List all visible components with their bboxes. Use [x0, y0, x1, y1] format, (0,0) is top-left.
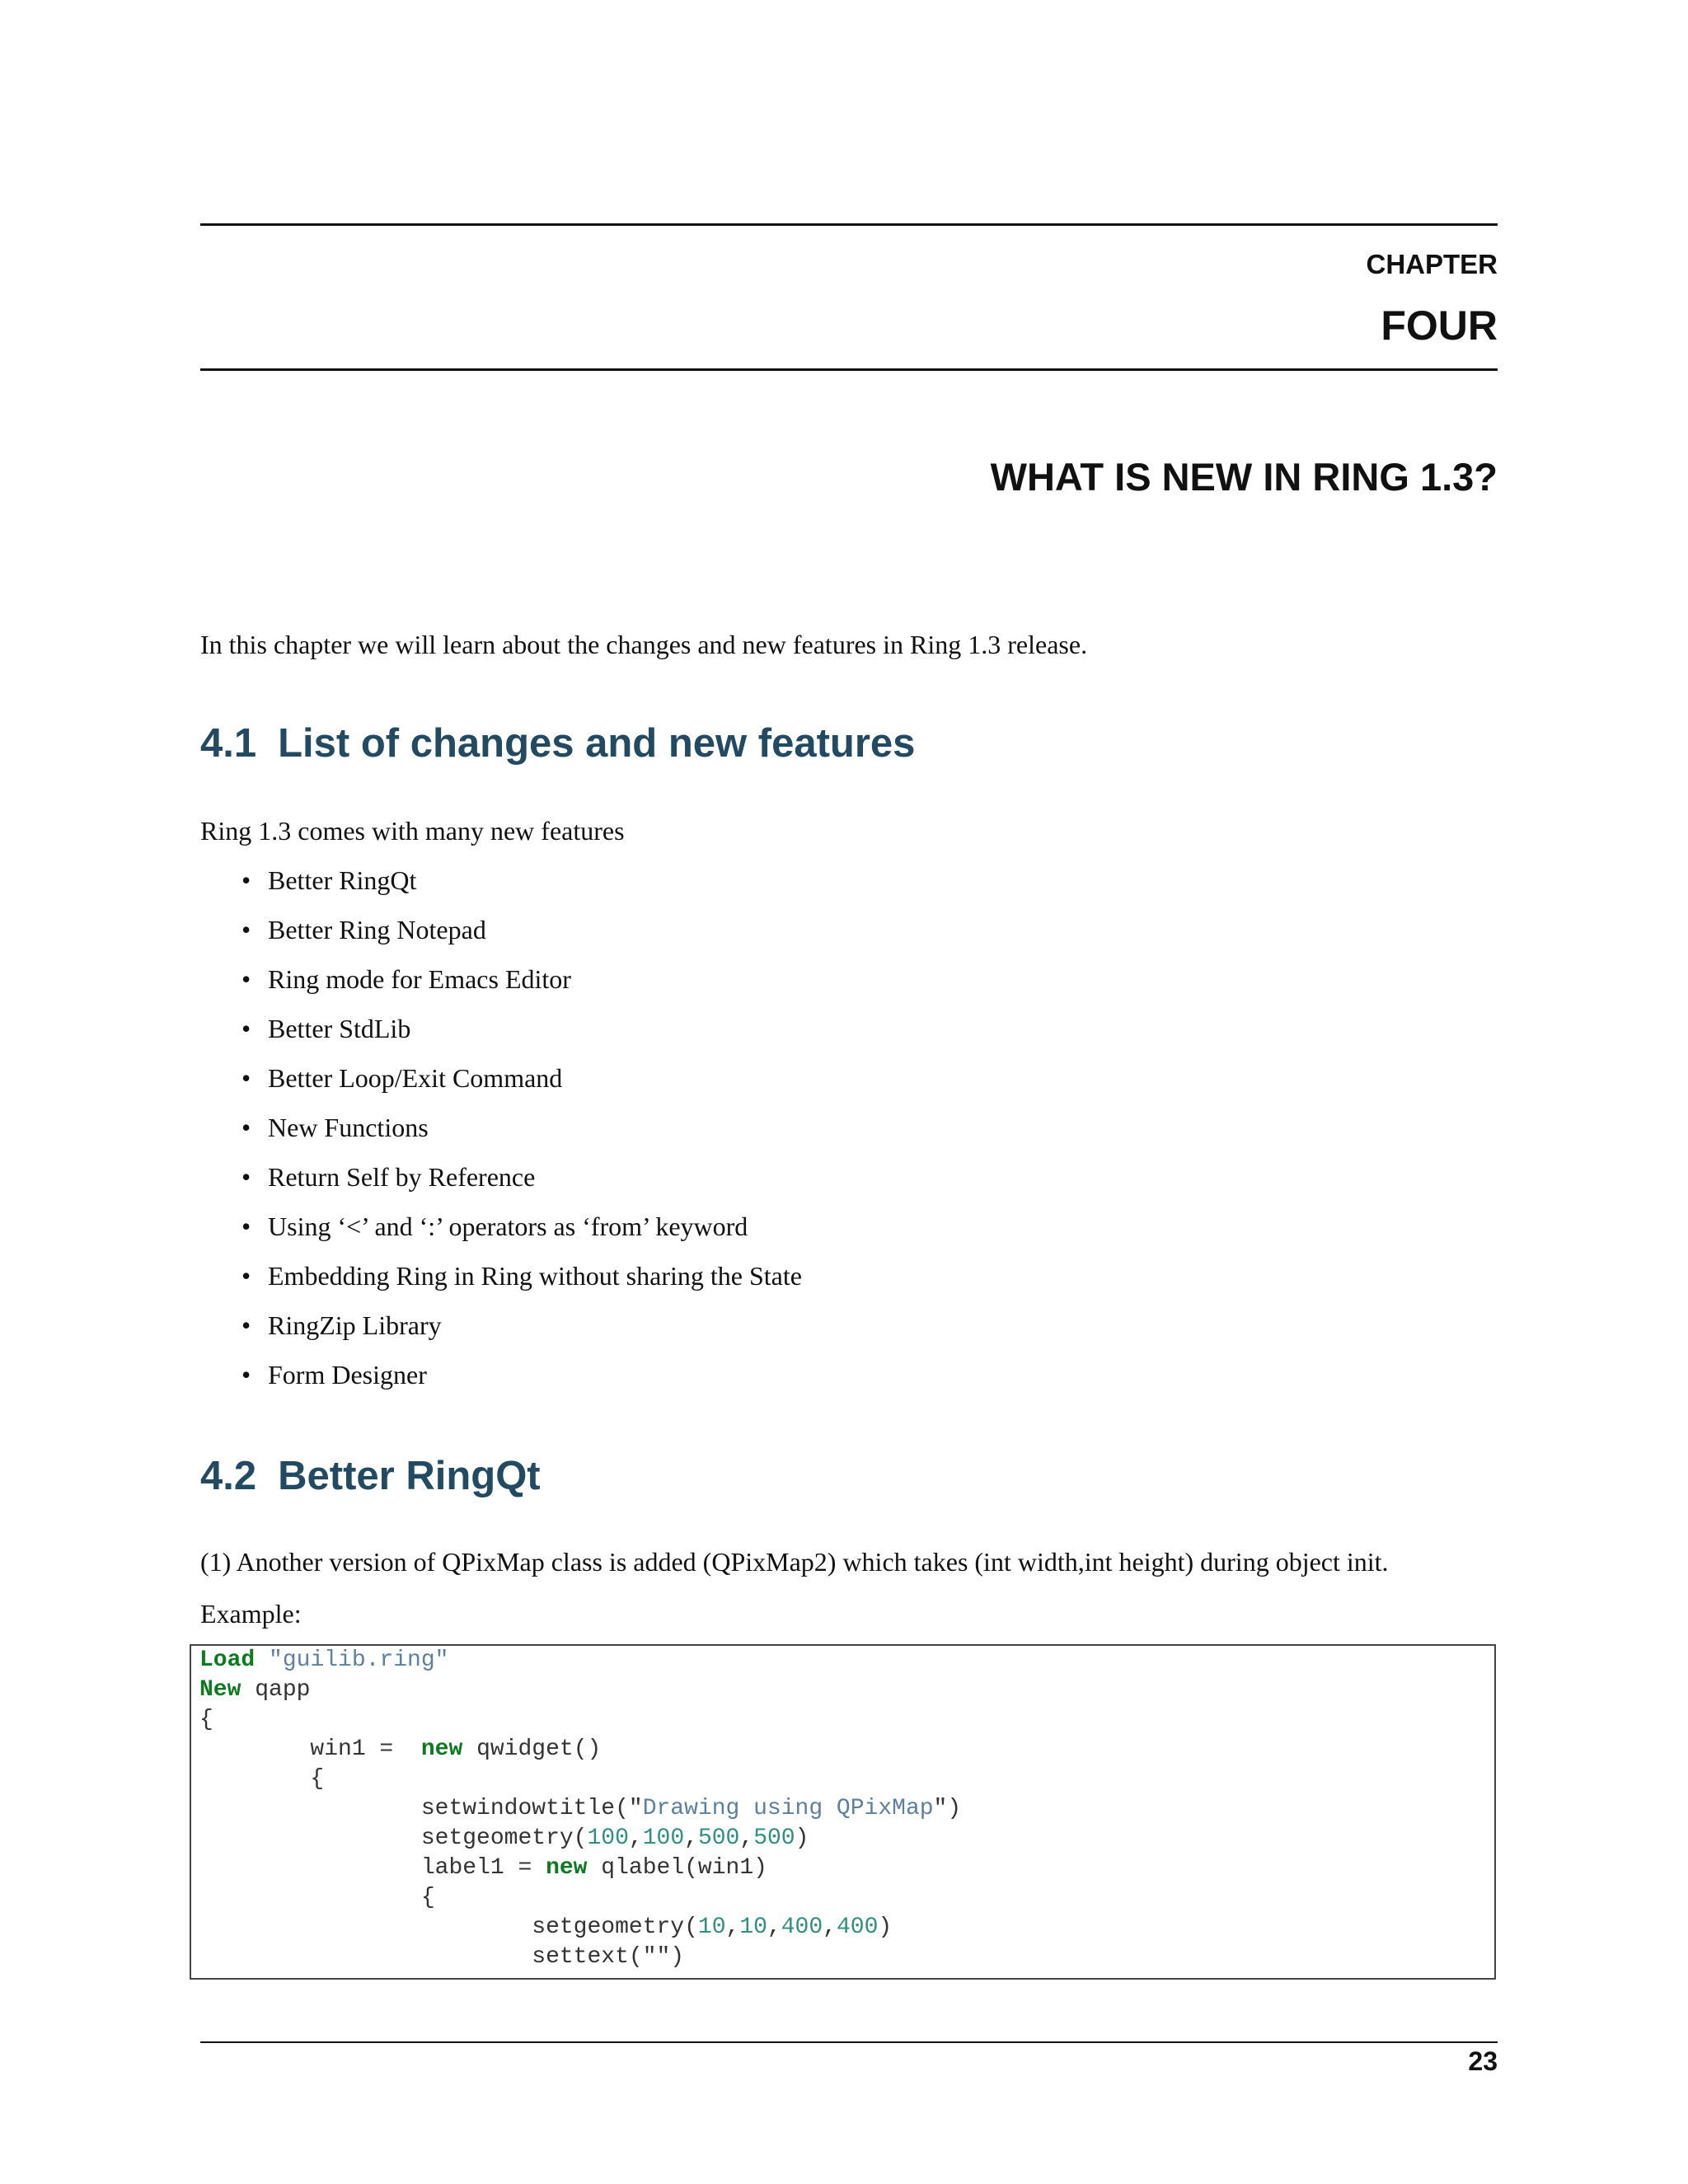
features-lead-text: Ring 1.3 comes with many new features	[200, 816, 625, 846]
code-token: qlabel(win1)	[587, 1855, 767, 1881]
code-token: Drawing using QPixMap	[642, 1796, 934, 1821]
code-line	[199, 1675, 310, 1705]
code-token: qapp	[241, 1677, 311, 1703]
feature-item	[200, 1012, 802, 1062]
feature-item	[200, 1358, 802, 1408]
code-token: win1 =	[199, 1736, 421, 1762]
section-title: Better RingQt	[278, 1454, 541, 1498]
code-token: {	[199, 1766, 325, 1792]
feature-item-text: RingZip Library	[268, 1310, 442, 1340]
feature-item	[200, 963, 802, 1012]
code-token: 100	[587, 1825, 629, 1851]
bullet-icon: •	[241, 1212, 251, 1241]
feature-item	[200, 1259, 802, 1309]
feature-item-text: Better StdLib	[268, 1014, 411, 1043]
code-token: "guilib.ring"	[269, 1647, 449, 1673]
chapter-number: FOUR	[1381, 302, 1498, 349]
page-number: 23	[1468, 2046, 1498, 2076]
bullet-icon: •	[241, 1063, 251, 1093]
feature-item-text: New Functions	[268, 1113, 429, 1142]
chapter-label: CHAPTER	[1366, 249, 1498, 279]
intro-paragraph: In this chapter we will learn about the changes and new features in Ring 1.3 release.	[200, 630, 1088, 659]
feature-item-text: Embedding Ring in Ring without sharing the State	[268, 1261, 802, 1291]
code-token: {	[199, 1707, 213, 1732]
example-label: Example:	[200, 1599, 302, 1629]
feature-item	[200, 1309, 802, 1358]
feature-item-text: Better Ring Notepad	[268, 915, 486, 944]
feature-item-text: Better Loop/Exit Command	[268, 1063, 563, 1093]
footer-rule	[200, 2041, 1498, 2043]
code-token: 10	[697, 1915, 726, 1940]
feature-item	[200, 913, 802, 963]
feature-item-text: Form Designer	[268, 1360, 427, 1390]
bullet-icon: •	[241, 915, 251, 944]
feature-item	[200, 1062, 802, 1111]
code-token: ,	[684, 1825, 698, 1851]
code-token	[255, 1647, 269, 1673]
bullet-icon: •	[241, 1113, 251, 1142]
feature-item	[200, 864, 802, 913]
code-token: setgeometry(	[199, 1915, 698, 1940]
bullet-icon: •	[241, 1162, 251, 1192]
code-token: )	[795, 1825, 809, 1851]
code-token: ,	[725, 1915, 740, 1940]
code-token: ,	[628, 1825, 643, 1851]
code-token: label1 =	[199, 1855, 546, 1881]
section-heading-4-1	[200, 720, 915, 766]
feature-item	[200, 1160, 802, 1210]
code-token: new	[546, 1855, 588, 1881]
feature-item	[200, 1111, 802, 1160]
code-token: qwidget()	[462, 1736, 602, 1762]
qpixmap-note: (1) Another version of QPixMap class is added (QPixMap2) which takes (int width,int height) during object init.	[200, 1547, 1389, 1577]
feature-item-text: Using ‘<’ and ‘:’ operators as ‘from’ keyword	[268, 1212, 748, 1241]
code-token: ")	[933, 1796, 962, 1821]
code-token: 400	[836, 1915, 879, 1940]
section-title: List of changes and new features	[278, 721, 916, 766]
code-token: ,	[823, 1915, 837, 1940]
section-number: 4.2	[200, 1454, 257, 1498]
feature-item-text: Ring mode for Emacs Editor	[268, 964, 571, 994]
section-number: 4.1	[200, 721, 257, 766]
code-token: )	[878, 1915, 893, 1940]
code-line	[199, 1765, 324, 1794]
code-line	[199, 1943, 684, 1972]
code-line	[199, 1794, 961, 1824]
code-token: ,	[739, 1825, 754, 1851]
code-token: {	[199, 1885, 435, 1910]
feature-item-text: Return Self by Reference	[268, 1162, 536, 1192]
code-line	[199, 1854, 767, 1883]
code-token: 500	[753, 1825, 795, 1851]
bullet-icon: •	[241, 1261, 251, 1291]
code-token: New	[199, 1677, 241, 1703]
chapter-title: WHAT IS NEW IN RING 1.3?	[990, 455, 1498, 499]
bullet-icon: •	[241, 1310, 251, 1340]
feature-item	[200, 1210, 802, 1259]
code-token: ,	[767, 1915, 781, 1940]
bullet-icon: •	[241, 964, 251, 994]
code-token: setgeometry(	[199, 1825, 588, 1851]
feature-item-text: Better RingQt	[268, 865, 417, 895]
section-heading-4-2	[200, 1453, 541, 1499]
code-token: settext("")	[199, 1944, 685, 1970]
chapter-top-rule	[200, 223, 1498, 226]
code-block	[190, 1644, 1496, 1980]
code-token: 500	[697, 1825, 740, 1851]
code-line	[199, 1735, 601, 1765]
code-line	[199, 1705, 213, 1735]
code-line	[199, 1913, 892, 1943]
code-line	[199, 1824, 809, 1854]
code-token: setwindowtitle("	[199, 1796, 643, 1821]
chapter-bottom-rule	[200, 368, 1498, 371]
code-token: Load	[199, 1647, 256, 1673]
bullet-icon: •	[241, 865, 251, 895]
feature-list	[200, 864, 802, 1408]
code-token: 100	[642, 1825, 685, 1851]
bullet-icon: •	[241, 1360, 251, 1390]
code-token: new	[420, 1736, 463, 1762]
code-line	[199, 1646, 448, 1675]
code-token: 400	[781, 1915, 823, 1940]
code-token: 10	[739, 1915, 767, 1940]
bullet-icon: •	[241, 1014, 251, 1043]
code-line	[199, 1883, 435, 1913]
